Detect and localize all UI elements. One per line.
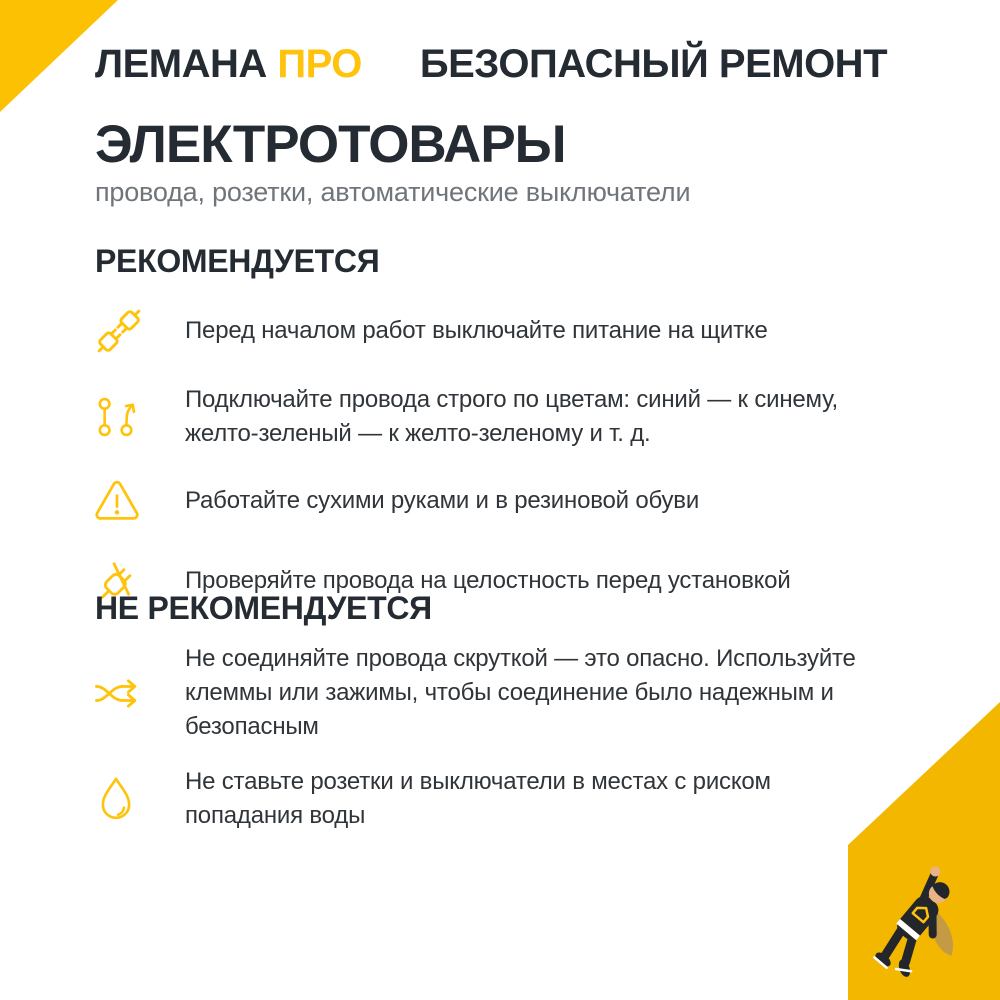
warning-item [88,642,895,744]
page-subtitle: провода, розетки, автоматические выключатели [95,177,691,207]
recommendation-item [88,300,895,362]
not-recommended-list [88,642,895,854]
recommendation-item [88,472,895,530]
unplugged-connectors-icon [88,300,185,362]
header-title: БЕЗОПАСНЫЙ РЕМОНТ [419,42,887,86]
wire-colors-icon [88,389,185,445]
water-drop-icon [88,771,185,827]
recommendation-text: Перед началом работ выключайте питание на щитке [185,317,768,344]
recommendation-item [88,383,895,451]
recommended-list [88,300,895,632]
brand-logo-accent: ПРО [277,42,362,86]
recommendation-text: Проверяйте провода на целостность перед установкой [185,567,791,594]
brand-logo [95,42,362,87]
warning-text: Не ставьте розетки и выключатели в местах с риском попадания воды [185,768,771,829]
warning-item [88,765,895,833]
recommendation-text: Работайте сухими руками и в резиновой обуви [185,487,700,514]
twisted-wires-icon [88,663,185,723]
not-recommended-heading: НЕ РЕКОМЕНДУЕТСЯ [95,590,432,626]
warning-triangle-icon [88,472,185,530]
recommended-heading: РЕКОМЕНДУЕТСЯ [95,243,380,279]
brand-logo-primary: ЛЕМАНА [95,42,267,86]
page-title: ЭЛЕКТРОТОВАРЫ [95,115,566,174]
recommendation-text: Подключайте провода строго по цветам: синий — к синему, желто-зеленый — к желто-зеленому и т. д. [185,386,838,447]
bottom-right-corner-decoration [840,690,1000,1000]
header [95,42,887,87]
warning-text: Не соединяйте провода скруткой — это опасно. Используйте клеммы или зажимы, чтобы соединение было надежным и безопасным [185,645,856,740]
